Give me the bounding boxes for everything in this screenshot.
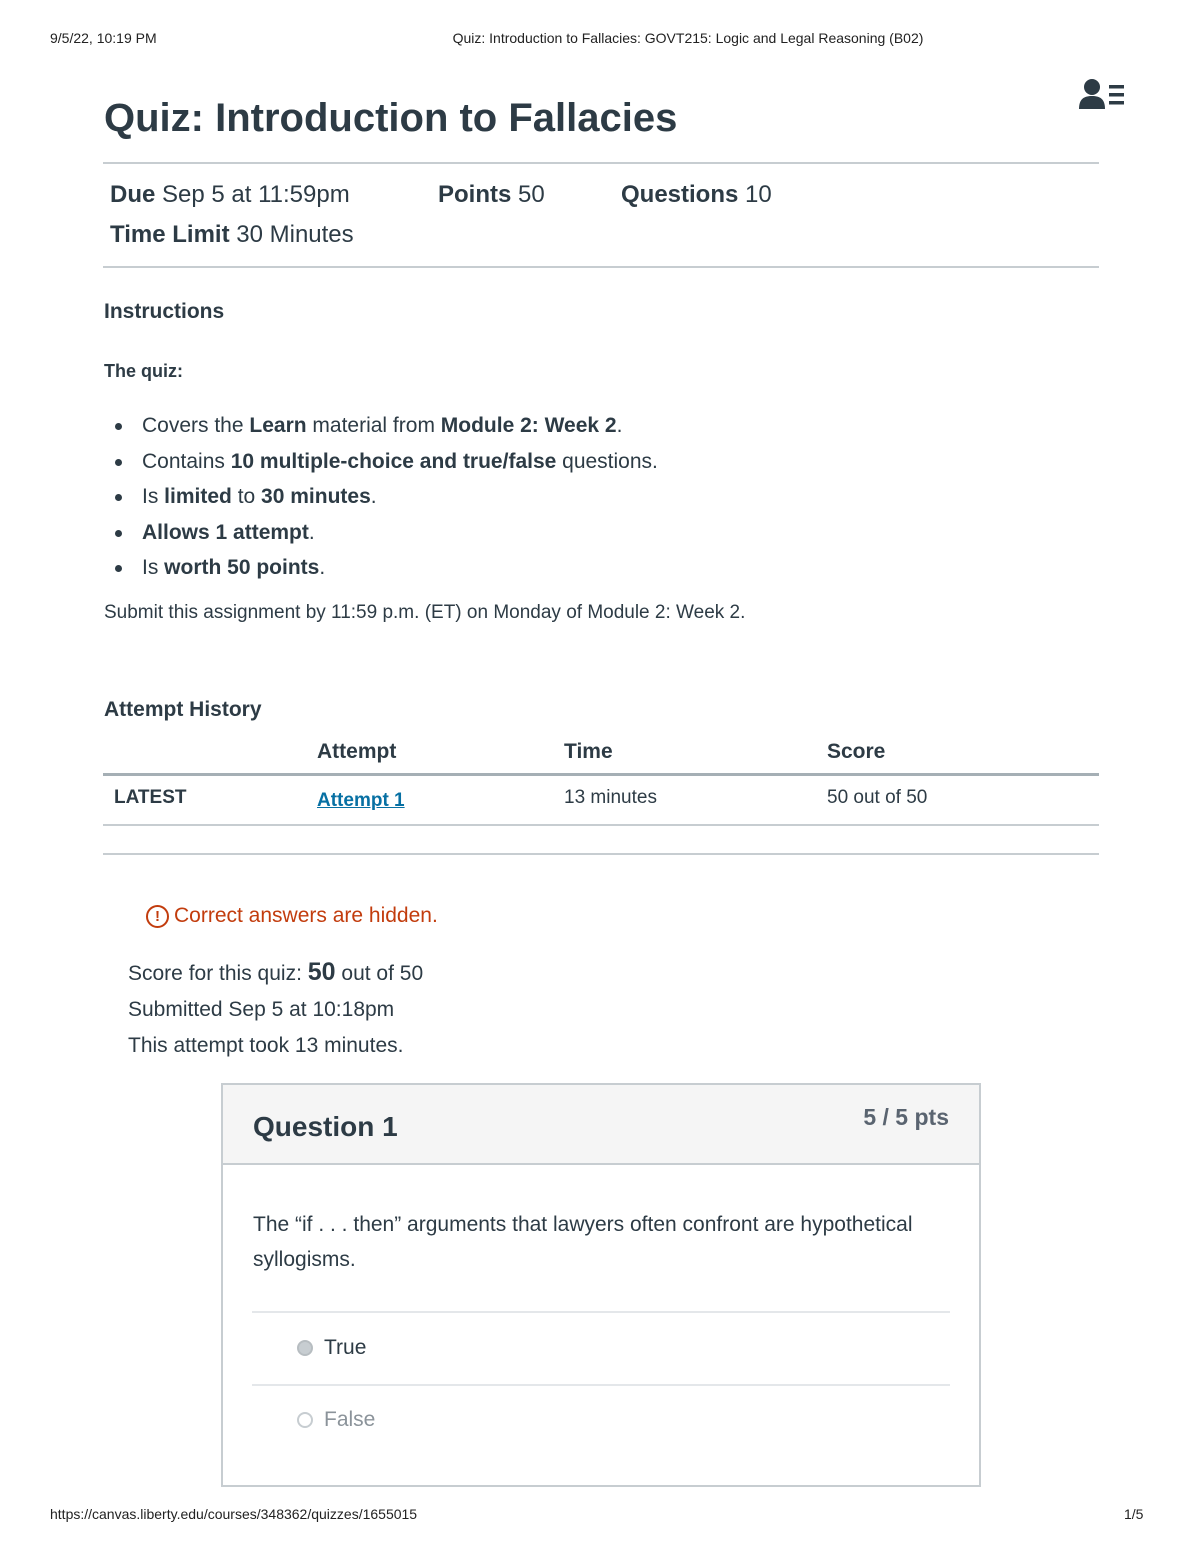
radio-unselected-icon[interactable]	[297, 1412, 313, 1428]
answer-label: True	[324, 1336, 367, 1359]
points-value: 50	[518, 181, 545, 208]
column-header-attempt: Attempt	[317, 740, 397, 763]
question-card	[221, 1083, 981, 1487]
answer-divider	[252, 1384, 950, 1386]
print-doc-title: Quiz: Introduction to Fallacies: GOVT215: Logic and Legal Reasoning (B02)	[452, 30, 924, 46]
print-url: https://canvas.liberty.edu/courses/348362/quizzes/1655015	[50, 1506, 418, 1522]
instruction-item	[112, 444, 658, 480]
instructions-lead: The quiz:	[104, 361, 183, 381]
score-prefix: Score for this quiz:	[128, 962, 308, 985]
question-header	[223, 1085, 979, 1165]
instruction-item	[112, 408, 658, 444]
answer-option[interactable]	[297, 1333, 366, 1363]
score-suffix: out of 50	[335, 962, 424, 985]
due-date	[110, 181, 350, 209]
instruction-emphasis: Allows 1 attempt	[142, 520, 309, 544]
column-header-time: Time	[564, 740, 613, 763]
due-value: Sep 5 at 11:59pm	[162, 181, 350, 208]
answers-hidden-alert	[146, 904, 438, 928]
divider	[103, 266, 1099, 268]
instruction-item	[112, 515, 658, 551]
questions-count	[621, 181, 772, 209]
score-value: 50	[307, 958, 336, 986]
question-title: Question 1	[253, 1111, 398, 1142]
instruction-emphasis: 30 minutes	[261, 485, 371, 508]
question-points: 5 / 5 pts	[863, 1104, 949, 1130]
instruction-emphasis: Learn	[249, 414, 307, 437]
points-label: Points	[438, 181, 512, 208]
divider	[103, 853, 1099, 855]
attempt-history-heading: Attempt History	[104, 698, 262, 721]
page-title: Quiz: Introduction to Fallacies	[104, 96, 678, 140]
instruction-emphasis: Module 2: Week 2	[440, 414, 617, 437]
table-row-divider	[103, 824, 1099, 826]
questions-value: 10	[745, 181, 772, 208]
instruction-text: to	[231, 485, 262, 508]
column-header-score: Score	[827, 740, 886, 763]
instruction-emphasis: worth 50 points	[164, 556, 320, 579]
instruction-text: Contains	[142, 449, 231, 473]
instruction-text: .	[308, 520, 315, 544]
question-text: The “if . . . then” arguments that lawyers often confront are hypothetical syllogisms.	[253, 1213, 913, 1271]
instruction-text: Covers the	[142, 414, 250, 437]
print-datetime: 9/5/22, 10:19 PM	[50, 30, 157, 46]
instruction-text: Is	[142, 556, 165, 579]
time-limit-label: Time Limit	[110, 221, 230, 248]
alert-text: Correct answers are hidden.	[174, 904, 438, 927]
instruction-item	[112, 479, 658, 515]
instructions-list	[112, 408, 658, 586]
table-row	[103, 776, 1099, 824]
radio-selected-icon[interactable]	[297, 1340, 313, 1356]
instruction-text: .	[319, 556, 326, 579]
instruction-emphasis: limited	[164, 485, 232, 508]
submit-note: Submit this assignment by 11:59 p.m. (ET) on Monday of Module 2: Week 2.	[104, 602, 746, 623]
attempt-1-link[interactable]: Attempt 1	[317, 790, 405, 811]
attempt-time: 13 minutes	[564, 787, 657, 808]
instruction-text: Is	[142, 485, 165, 508]
latest-tag: LATEST	[114, 787, 187, 808]
instruction-text: .	[370, 485, 377, 508]
instruction-item	[112, 550, 658, 586]
warning-icon: !	[146, 905, 169, 928]
quiz-score	[128, 958, 423, 987]
questions-label: Questions	[621, 181, 739, 208]
instructions-heading: Instructions	[104, 300, 225, 323]
instruction-text: .	[616, 414, 623, 437]
answer-divider	[252, 1311, 950, 1313]
page-indicator: 1/5	[1124, 1506, 1144, 1522]
attempt-score: 50 out of 50	[827, 787, 928, 808]
instruction-emphasis: 10 multiple-choice and true/false	[230, 449, 557, 473]
submitted-time: Submitted Sep 5 at 10:18pm	[128, 998, 395, 1021]
time-limit	[110, 221, 354, 249]
answer-option[interactable]	[297, 1405, 375, 1435]
attempt-duration: This attempt took 13 minutes.	[128, 1034, 404, 1057]
due-label: Due	[110, 181, 156, 208]
divider	[103, 162, 1099, 164]
instruction-text: questions.	[556, 449, 658, 473]
student-view-icon[interactable]	[1078, 78, 1126, 112]
answer-label: False	[324, 1408, 376, 1431]
points	[438, 181, 545, 209]
time-limit-value: 30 Minutes	[236, 221, 354, 248]
instruction-text: material from	[306, 414, 441, 437]
